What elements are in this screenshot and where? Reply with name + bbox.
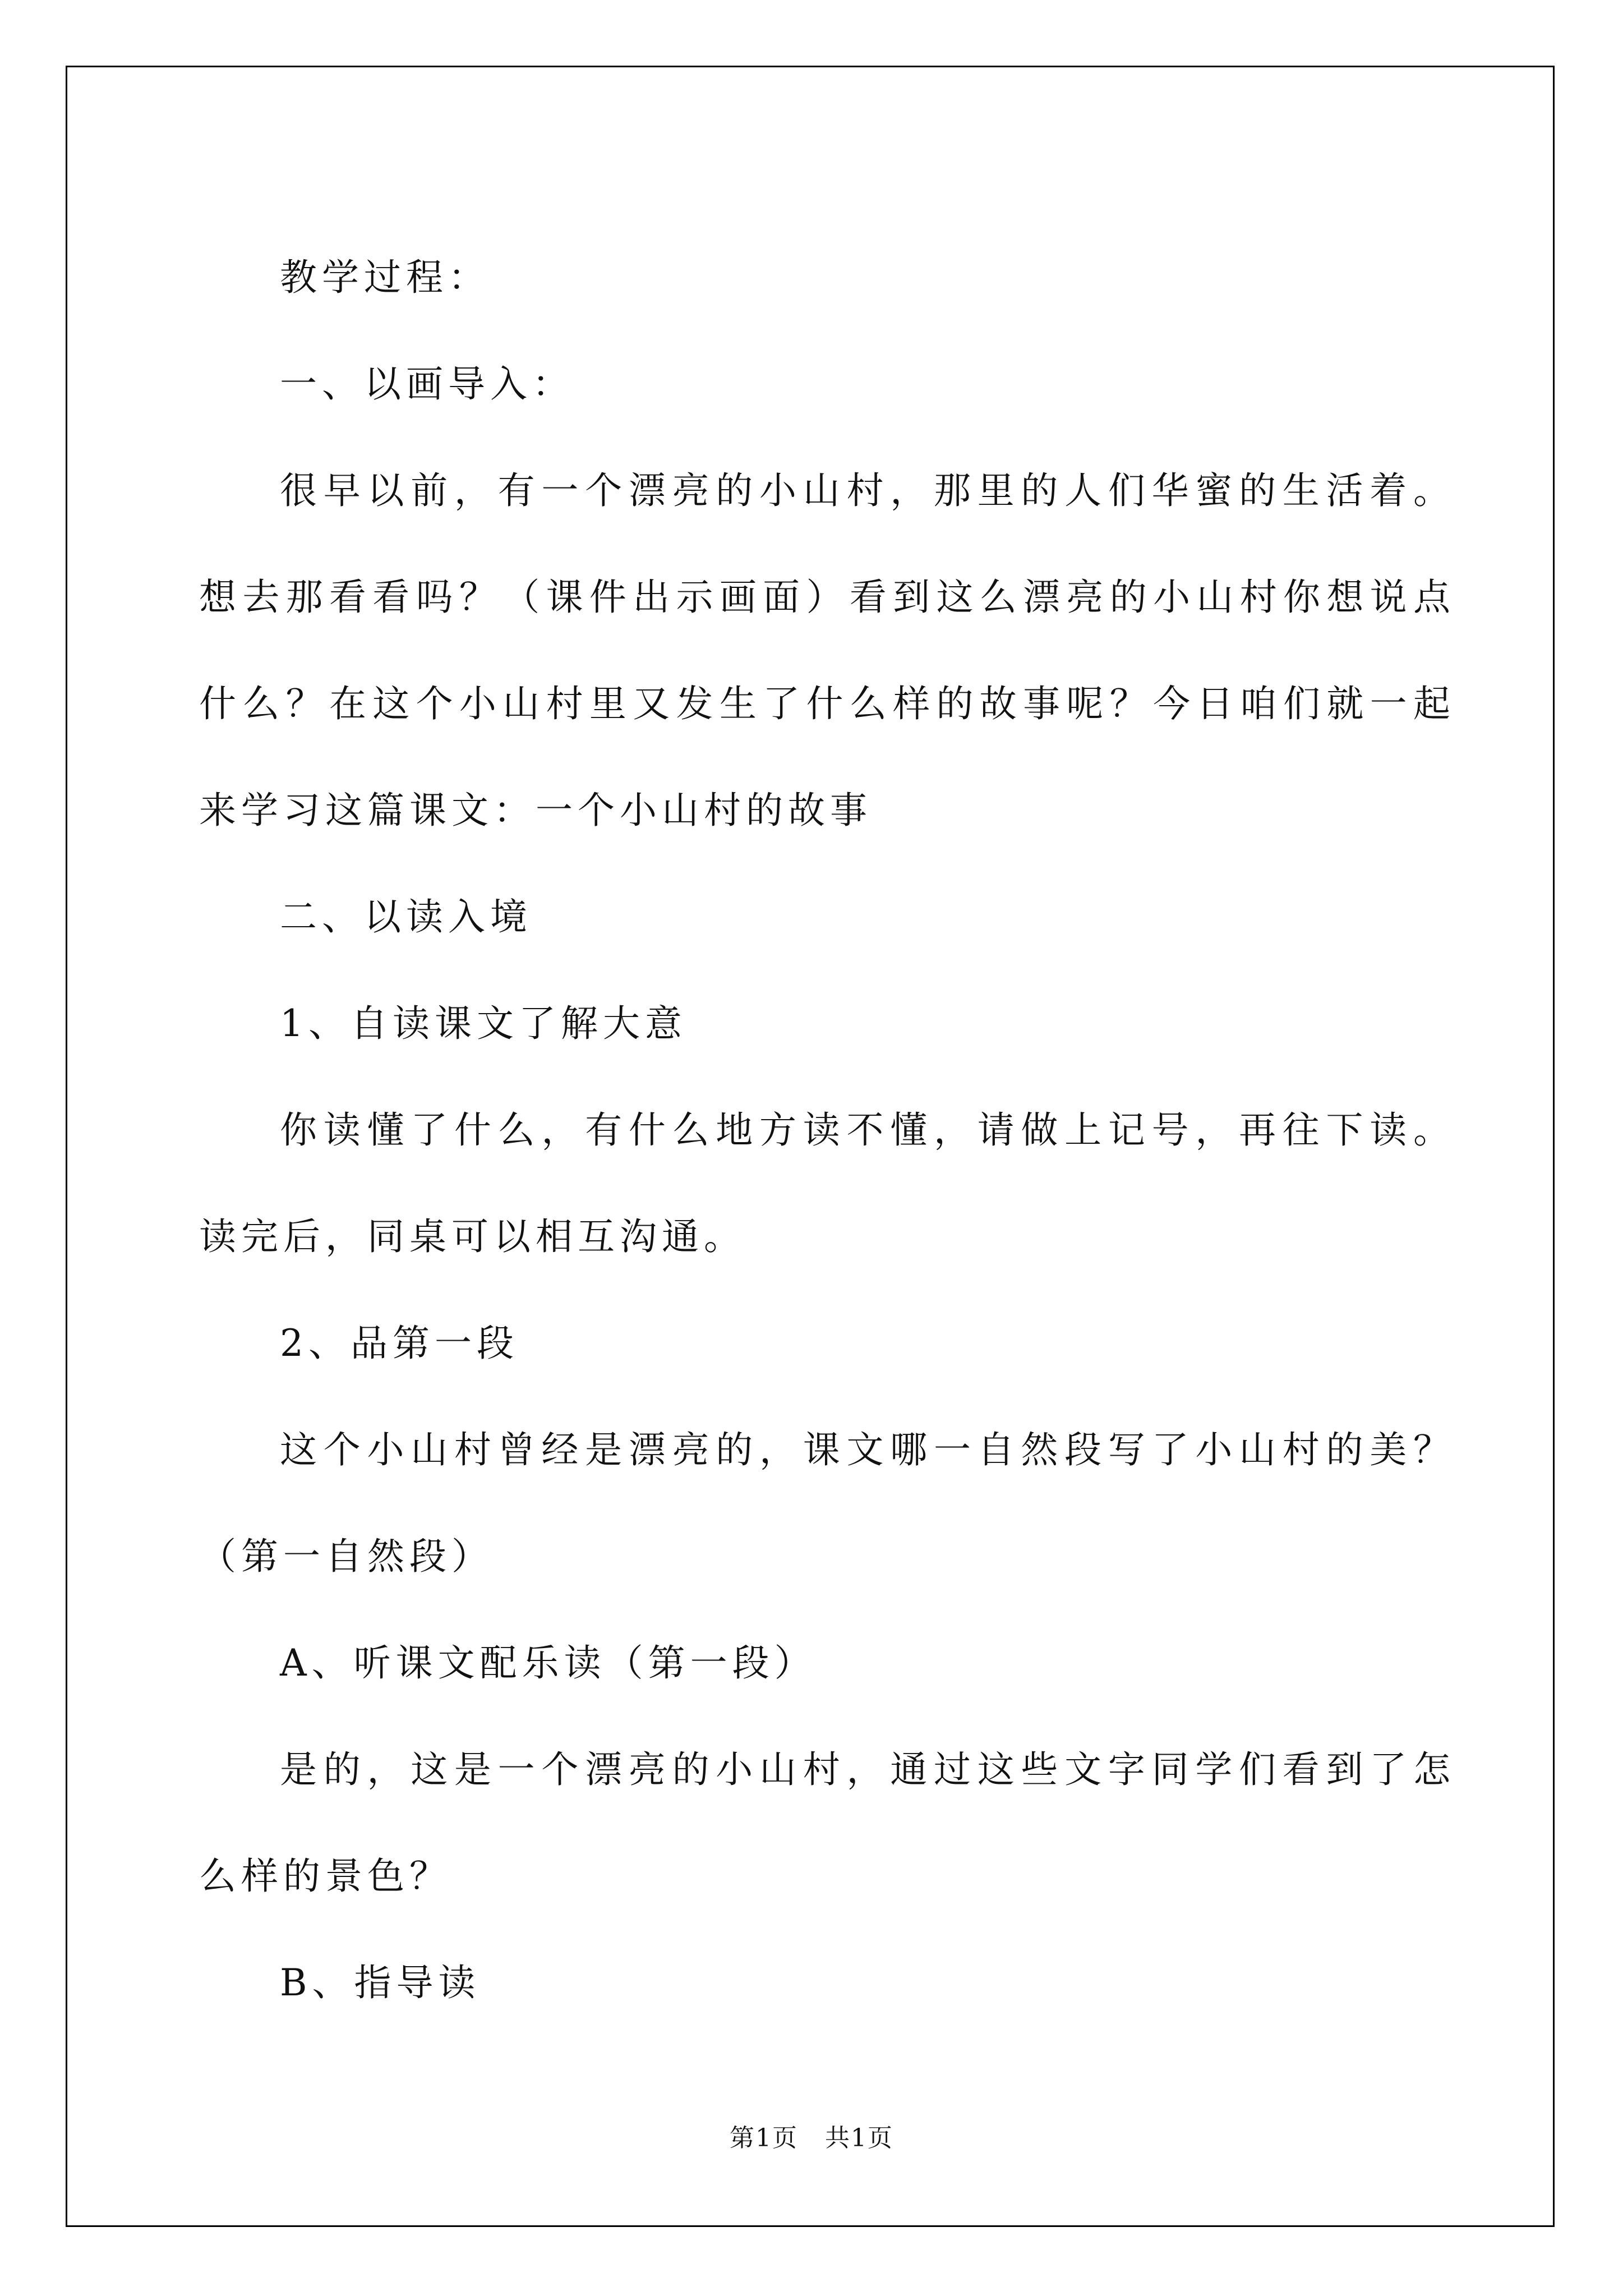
paragraph-step-2-detail: 这个小山村曾经是漂亮的，课文哪一自然段写了小山村的美？（第一自然段） [199,1428,1455,1578]
paragraph-intro: 很早以前，有一个漂亮的小山村，那里的人们华蜜的生活着。想去那看看吗？（课件出示画面）看到这么漂亮的小山村你想说点什么？在这个小山村里又发生了什么样的故事呢？今日咱们就一起来学习这篇课文：一个小山村的故事 [199,469,1455,832]
page-number-current: 第1页 [730,2124,799,2152]
paragraph-step-a: A、听课文配乐读（第一段） [280,1641,817,1685]
paragraph-step-1-detail: 你读懂了什么，有什么地方读不懂，请做上记号，再往下读。读完后，同桌可以相互沟通。 [199,1108,1455,1258]
paragraph-section-2: 二、以读入境 [280,895,532,938]
document-body [199,224,1455,2036]
page-number-total: 共1页 [824,2124,893,2152]
page-footer [0,2118,1623,2154]
paragraph-step-a-detail: 是的，这是一个漂亮的小山村，通过这些文字同学们看到了怎么样的景色？ [199,1748,1455,1898]
paragraph-step-2: 2、品第一段 [280,1322,519,1365]
paragraph-section-1: 一、以画导入： [280,362,574,406]
paragraph-step-b: B、指导读 [280,1961,481,2004]
paragraph-step-1: 1、自读课文了解大意 [280,1002,687,1045]
paragraph-heading-process: 教学过程： [280,256,490,299]
